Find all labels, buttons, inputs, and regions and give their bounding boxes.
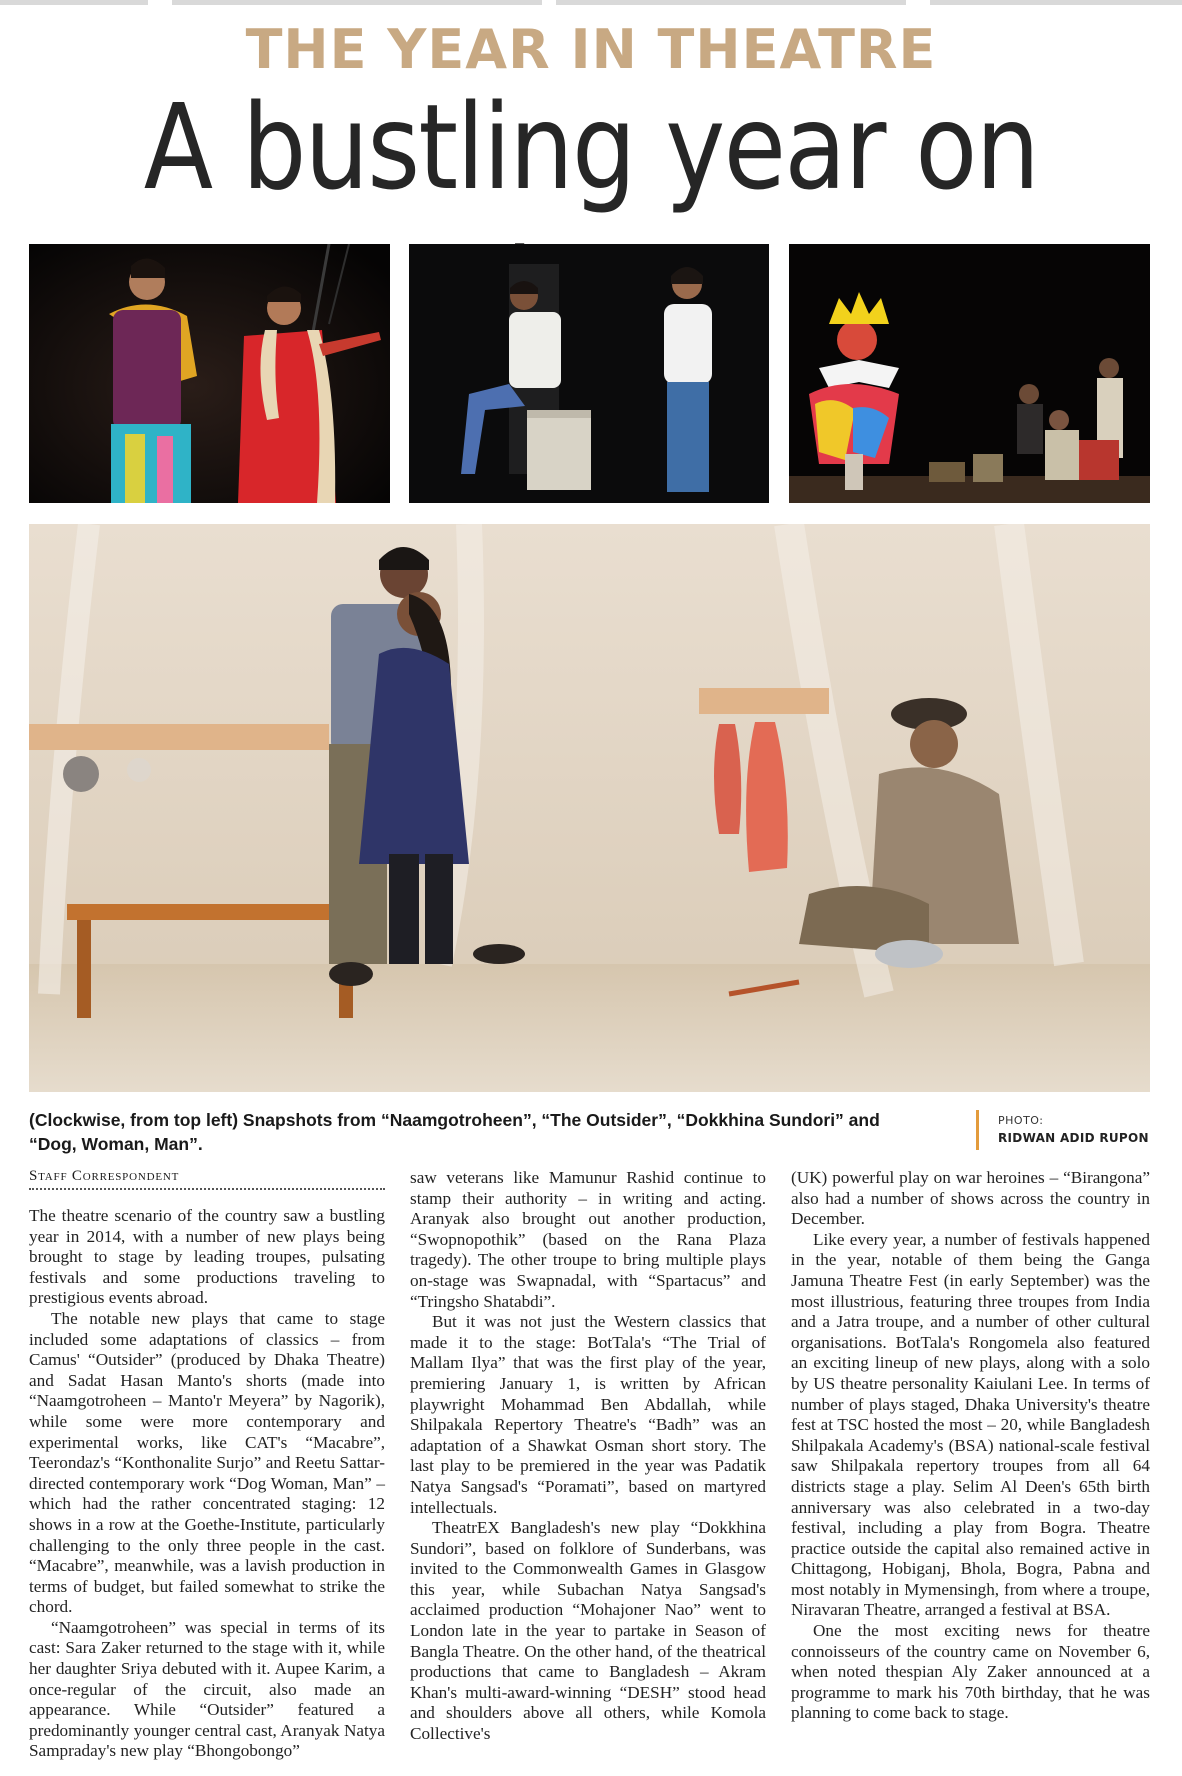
photo-credit-label: PHOTO:	[998, 1114, 1044, 1127]
paragraph: One the most exciting news for theatre connoisseurs of the country came on November 6, when noted thespian Aly Zaker announced at a programme to mark his 70th birthday, that he was planning to come back to stage.	[791, 1621, 1150, 1723]
top-rule	[556, 0, 906, 5]
paragraph: TheatrEX Bangladesh's new play “Dokkhina Sundori”, based on folklore of Sunderbans, was invited to the Commonwealth Games in Glasgow this year, while Subachan Natya Sangsad's acclaimed production “Mohajoner Nao” went to London late in the year to partake in Season of Bangla Theatre. On the other hand, of the theatrical productions that came to Bangladesh – Akram Khan's multi-award-winning “DESH” stood head and shoulders above all others, while Komola Collective's	[410, 1518, 766, 1744]
photo-credit-name: RIDWAN ADID RUPON	[998, 1131, 1149, 1145]
dokkhina-sundori-photo	[789, 244, 1150, 503]
paragraph: saw veterans like Mamunur Rashid continue to stamp their authority – in writing and acting. Aranyak also brought out another production, “Swopnopothik” (based on the Rana Plaza tragedy). The other troupe to bring multiple plays on-stage was Swapnadal, with “Spartacus” and “Tringsho Shatabdi”.	[410, 1168, 766, 1311]
paragraph: Like every year, a number of festivals happened in the year, notable of them being the Ganga Jamuna Theatre Fest (in early September) was the most illustrious, featuring three troupes from India and a Jatra troupe, and a number of other cultural organisations. BotTala's Rongomela also featured an exciting lineup of new plays, along with a solo by US theatre personality Kaiulani Lee. In terms of number of plays staged, Dhaka University's theatre fest at TSC hosted the most – 20, while Bangladesh Shilpakala Academy's (BSA) national-scale festival saw Shilpakala repertory troupes from all 64 districts stage a play. Selim Al Deen's 65th birth anniversary was also celebrated in a two-day festival, including a play from Bogra. Theatre practice outside the capital also remained active in Chittagong, Hobiganj, Bhola, Bogra, Pabna and most notably in Mymensingh, from where a troupe, Niravaran Theatre, arranged a festival at BSA.	[791, 1229, 1150, 1620]
article-column-2	[410, 1168, 766, 1745]
byline: Staff Correspondent	[29, 1168, 180, 1184]
section-kicker: THE YEAR IN THEATRE	[245, 18, 937, 81]
headline: A bustling year on	[143, 78, 1039, 216]
article-column-3	[791, 1168, 1150, 1724]
article-column-1	[29, 1206, 385, 1762]
paragraph: The notable new plays that came to stage included some adaptations of classics – from Camus' “Outsider” (produced by Dhaka Theatre) and Sadat Hasan Manto's shorts (made into “Naamgotroheen – Manto'r Meyera” by Nagorik), while some were more contemporary and experimental works, like CAT's “Macabre”, Teerondaz's “Konthonalite Surjo” and Reetu Sattar-directed contemporary work “Dog Woman, Man” – which had the rather concentrated staging: 12 shows in a row at the Goethe-Institute, particularly challenging to the only three people in the cast. “Macabre”, meanwhile, was a lavish production in terms of budget, but failed somewhat to strike the chord.	[29, 1308, 385, 1617]
top-rule	[172, 0, 542, 5]
paragraph: “Naamgotroheen” was special in terms of its cast: Sara Zaker returned to the stage with it, while her daughter Sriya debuted with it. Aupee Karim, a once-regular of the circuit, also made an appearance. While “Outsider” featured a predominantly younger central cast, Aranyak Natya Sampraday's new play “Bhongobongo”	[29, 1617, 385, 1761]
paragraph: But it was not just the Western classics that made it to the stage: BotTala's “The Trial of Mallam Ilya” that was the first play of the year, premiering January 1, is written by African playwright Mohammad Ben Abdallah, while Shilpakala Repertory Theatre's “Badh” was an adaptation of a Shawkat Osman short story. The last play to be premiered in the year was Padatik Natya Sangsad's “Poramati”, based on martyred intellectuals.	[410, 1312, 766, 1517]
paragraph: The theatre scenario of the country saw a bustling year in 2014, with a number of new plays being brought to stage by leading troupes, pulsating festivals and some productions traveling to prestigious events abroad.	[29, 1206, 385, 1308]
naamgotroheen-photo	[29, 244, 390, 503]
dog-woman-man-photo	[29, 524, 1150, 1092]
the-outsider-photo	[409, 244, 769, 503]
top-rule	[0, 0, 148, 5]
byline-divider	[29, 1188, 385, 1190]
credit-accent-bar	[976, 1110, 979, 1150]
paragraph: (UK) powerful play on war heroines – “Birangona” also had a number of shows across the country in December.	[791, 1168, 1150, 1229]
top-rule	[930, 0, 1182, 5]
photo-caption: (Clockwise, from top left) Snapshots from “Naamgotroheen”, “The Outsider”, “Dokkhina Sundori” and “Dog, Woman, Man”.	[29, 1110, 880, 1154]
